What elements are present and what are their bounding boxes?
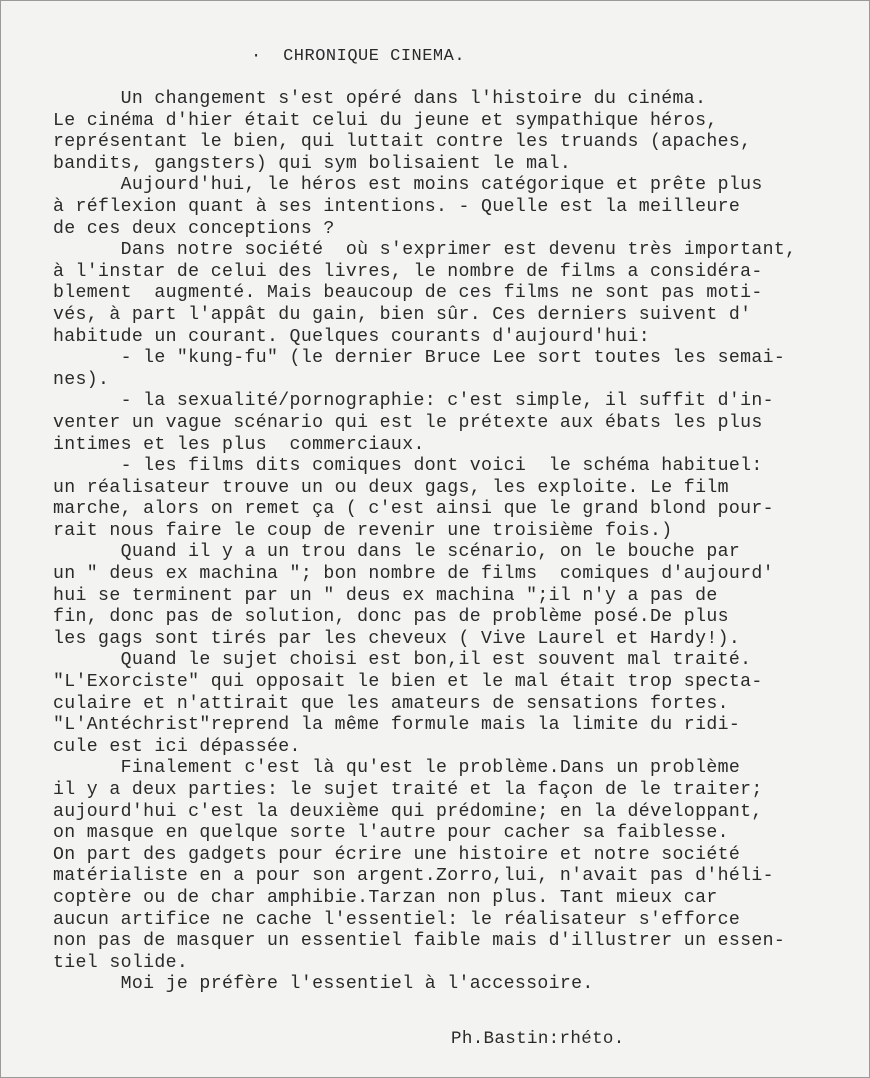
author-signature: Ph.Bastin:rhéto. — [451, 1029, 625, 1049]
text-line: coptère ou de char amphibie.Tarzan non plus. Tant mieux car — [53, 887, 718, 908]
page-title: · CHRONIQUE CINEMA. — [251, 47, 466, 66]
text-line: culaire et n'attirait que les amateurs de sensations fortes. — [53, 693, 729, 714]
text-line: nes). — [53, 369, 110, 390]
text-line: habitude un courant. Quelques courants d'aujourd'hui: — [53, 326, 651, 347]
text-line: Aujourd'hui, le héros est moins catégorique et prête plus — [53, 175, 763, 196]
text-line: - le "kung-fu" (le dernier Bruce Lee sort toutes les semai- — [53, 348, 786, 369]
text-line: marche, alors on remet ça ( c'est ainsi que le grand blond pour- — [53, 499, 774, 520]
text-line: Quand il y a un trou dans le scénario, on le bouche par — [53, 542, 741, 563]
text-line: venter un vague scénario qui est le prétexte aux ébats les plus — [53, 412, 763, 433]
text-line: blement augmenté. Mais beaucoup de ces films ne sont pas moti- — [53, 283, 763, 304]
text-line: bandits, gangsters) qui sym bolisaient le mal. — [53, 153, 572, 174]
text-line: Dans notre société où s'exprimer est devenu très important, — [53, 240, 797, 261]
text-line: matérialiste en a pour son argent.Zorro,lui, n'avait pas d'héli- — [53, 866, 774, 887]
text-line: hui se terminent par un " deus ex machina ";il n'y a pas de — [53, 585, 718, 606]
text-line: cule est ici dépassée. — [53, 736, 301, 757]
text-line: Moi je préfère l'essentiel à l'accessoire. — [53, 974, 594, 995]
text-line: Finalement c'est là qu'est le problème.Dans un problème — [53, 758, 741, 779]
text-line: rait nous faire le coup de revenir une troisième fois.) — [53, 520, 673, 541]
text-line: de ces deux conceptions ? — [53, 218, 335, 239]
text-line: aujourd'hui c'est la deuxième qui prédomine; en la développant, — [53, 801, 763, 822]
text-line: - la sexualité/pornographie: c'est simple, il suffit d'in- — [53, 391, 774, 412]
text-line: "L'Antéchrist"reprend la même formule mais la limite du ridi- — [53, 715, 741, 736]
text-line: les gags sont tirés par les cheveux ( Vive Laurel et Hardy!). — [53, 628, 741, 649]
text-line: tiel solide. — [53, 952, 189, 973]
text-line: "L'Exorciste" qui opposait le bien et le mal était trop specta- — [53, 672, 763, 693]
article-body — [53, 89, 853, 996]
text-line: il y a deux parties: le sujet traité et la façon de le traiter; — [53, 780, 763, 800]
text-line: fin, donc pas de solution, donc pas de problème posé.De plus — [53, 607, 729, 628]
text-line: on masque en quelque sorte l'autre pour cacher sa faiblesse. — [53, 823, 729, 844]
text-line: - les films dits comiques dont voici le schéma habituel: — [53, 456, 763, 477]
text-line: représentant le bien, qui luttait contre les truands (apaches, — [53, 132, 752, 153]
text-line: Quand le sujet choisi est bon,il est souvent mal traité. — [53, 650, 752, 671]
text-line: un réalisateur trouve un ou deux gags, les exploite. Le film — [53, 477, 729, 498]
text-line: aucun artifice ne cache l'essentiel: le réalisateur s'efforce — [53, 909, 741, 930]
text-line: vés, à part l'appât du gain, bien sûr. Ces derniers suivent d' — [53, 304, 752, 325]
text-line: intimes et les plus commerciaux. — [53, 434, 425, 455]
text-line: non pas de masquer un essentiel faible mais d'illustrer un essen- — [53, 931, 786, 952]
text-line: un " deus ex machina "; bon nombre de films comiques d'aujourd' — [53, 564, 774, 585]
text-line: à réflexion quant à ses intentions. - Quelle est la meilleure — [53, 196, 741, 217]
text-line: Un changement s'est opéré dans l'histoire du cinéma. — [53, 89, 707, 109]
text-line: à l'instar de celui des livres, le nombre de films a considéra- — [53, 261, 763, 282]
text-line: Le cinéma d'hier était celui du jeune et sympathique héros, — [53, 110, 718, 131]
text-line: On part des gadgets pour écrire une histoire et notre société — [53, 844, 741, 865]
